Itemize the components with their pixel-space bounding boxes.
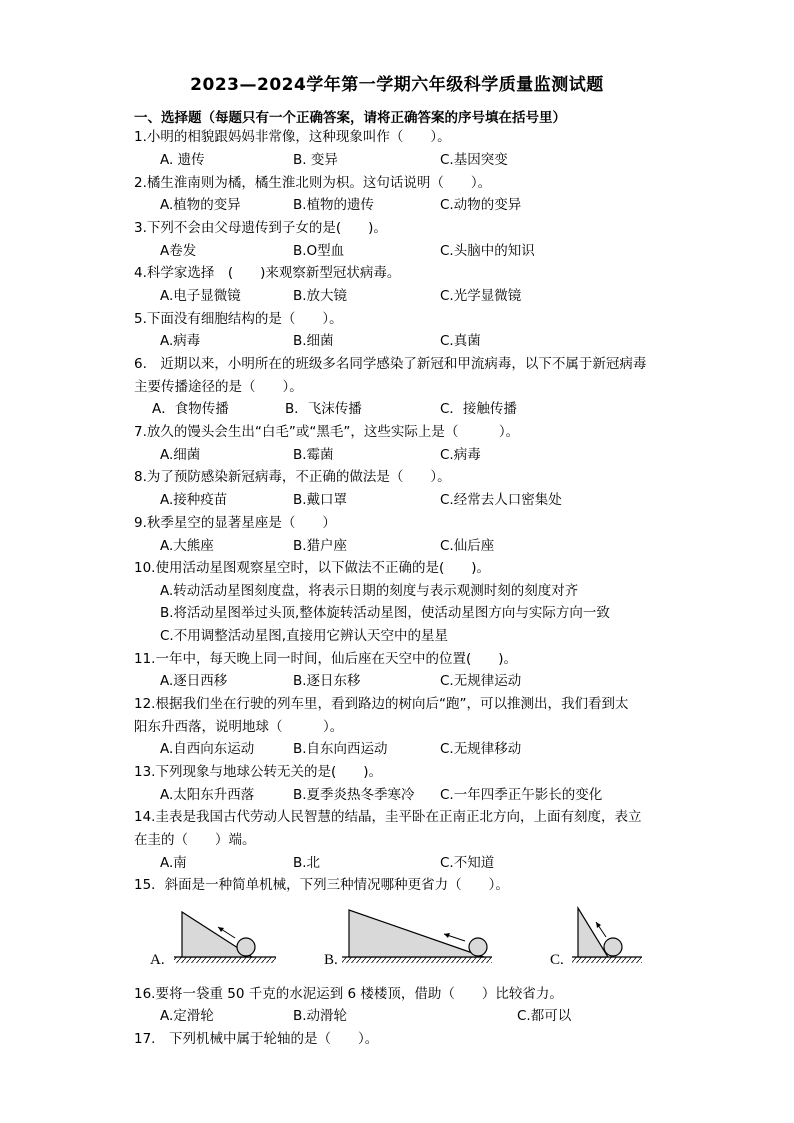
label-a: A. <box>150 952 165 968</box>
question-6-cont: 主要传播途径的是（ ）。 <box>134 379 303 395</box>
option-b: B.北 <box>293 855 321 871</box>
question-5: 5.下面没有细胞结构的是（ ）。 <box>134 311 343 327</box>
option-b: B．飞沫传播 <box>285 401 362 417</box>
option-b: B.细菌 <box>293 333 334 349</box>
question-2: 2.橘生淮南则为橘，橘生淮北则为枳。这句话说明（ ）。 <box>134 175 492 191</box>
option-a: A.大熊座 <box>160 538 214 554</box>
option-a: A.转动活动星图刻度盘，将表示日期的刻度与表示观测时刻的刻度对齐 <box>160 583 579 599</box>
option-b: B.夏季炎热冬季寒冷 <box>293 787 415 803</box>
question-13: 13.下列现象与地球公转无关的是( )。 <box>134 764 383 780</box>
option-c: C.头脑中的知识 <box>440 243 535 259</box>
option-b: B.放大镜 <box>293 288 348 304</box>
label-b: B. <box>324 952 338 968</box>
page-title: 2023—2024学年第一学期六年级科学质量监测试题 <box>190 75 604 95</box>
option-a: A.自西向东运动 <box>160 741 255 757</box>
option-c: C.都可以 <box>517 1008 572 1024</box>
question-6: 6. 近期以来，小明所在的班级多名同学感染了新冠和甲流病毒，以下不属于新冠病毒 <box>134 356 647 372</box>
option-a: A.细菌 <box>160 447 201 463</box>
option-c: C．接触传播 <box>440 401 517 417</box>
option-c: C.不知道 <box>440 855 495 871</box>
section-heading: 一、选择题（每题只有一个正确答案，请将正确答案的序号填在括号里） <box>134 110 566 126</box>
question-10: 10.使用活动星图观察星空时，以下做法不正确的是( )。 <box>134 560 491 576</box>
option-a: A卷发 <box>160 243 197 259</box>
option-c: C.动物的变异 <box>440 197 522 213</box>
question-7: 7.放久的馒头会生出“白毛”或“黑毛”，这些实际上是（ ）。 <box>134 424 520 440</box>
option-b: B. 变异 <box>293 152 338 168</box>
question-17: 17. 下列机械中属于轮轴的是（ ）。 <box>134 1031 379 1047</box>
option-c: C.病毒 <box>440 447 481 463</box>
option-c: C.无规律移动 <box>440 741 522 757</box>
question-4: 4.科学家选择 ( )来观察新型冠状病毒。 <box>134 265 401 281</box>
option-b: B.O型血 <box>293 243 345 259</box>
option-b: B.逐日东移 <box>293 673 361 689</box>
option-c: C.光学显微镜 <box>440 288 522 304</box>
option-a: A.逐日西移 <box>160 673 228 689</box>
option-c: C.经常去人口密集处 <box>440 492 562 508</box>
incline-figure <box>134 900 654 975</box>
label-c: C. <box>550 952 564 968</box>
option-b: B.自东向西运动 <box>293 741 388 757</box>
question-15: 15．斜面是一种简单机械，下列三种情况哪种更省力（ ）。 <box>134 877 509 893</box>
question-12: 12.根据我们坐在行驶的列车里，看到路边的树向后“跑”，可以推测出，我们看到太 <box>134 696 629 712</box>
question-11: 11.一年中，每天晚上同一时间，仙后座在天空中的位置( )。 <box>134 651 518 667</box>
option-a: A.太阳东升西落 <box>160 787 255 803</box>
question-9: 9.秋季星空的显著星座是（ ） <box>134 515 336 531</box>
question-14-cont: 在圭的（ ）端。 <box>134 832 256 848</box>
question-14: 14.圭表是我国古代劳动人民智慧的结晶，圭平卧在正南正北方向，上面有刻度，表立 <box>134 809 642 825</box>
option-c: C.基因突变 <box>440 152 508 168</box>
option-a: A.病毒 <box>160 333 201 349</box>
question-1: 1.小明的相貌跟妈妈非常像，这种现象叫作（ ）。 <box>134 129 451 145</box>
option-a: A.定滑轮 <box>160 1008 214 1024</box>
option-c: C.真菌 <box>440 333 481 349</box>
question-8: 8.为了预防感染新冠病毒，不正确的做法是（ ）。 <box>134 469 451 485</box>
option-c: C.一年四季正午影长的变化 <box>440 787 603 803</box>
question-3: 3.下列不会由父母遗传到子女的是( )。 <box>134 220 387 236</box>
option-a: A.电子显微镜 <box>160 288 241 304</box>
option-a: A．食物传播 <box>152 401 229 417</box>
incline-a <box>174 912 276 963</box>
option-a: A. 遗传 <box>160 152 205 168</box>
option-a: A.南 <box>160 855 187 871</box>
question-12-cont: 阳东升西落，说明地球（ ）。 <box>134 719 344 735</box>
option-a: A.接种疫苗 <box>160 492 228 508</box>
question-16: 16.要将一袋重 50 千克的水泥运到 6 楼楼顶，借助（ ）比较省力。 <box>134 986 563 1002</box>
option-b: B.猎户座 <box>293 538 348 554</box>
option-b: B.将活动星图举过头顶,整体旋转活动星图，使活动星图方向与实际方向一致 <box>160 605 610 621</box>
option-c: C.无规律运动 <box>440 673 522 689</box>
incline-diagrams <box>134 900 654 975</box>
option-c: C.不用调整活动星图,直接用它辨认天空中的星星 <box>160 628 449 644</box>
option-b: B.戴口罩 <box>293 492 348 508</box>
incline-b <box>342 910 492 963</box>
option-b: B.霉菌 <box>293 447 334 463</box>
option-b: B.动滑轮 <box>293 1008 348 1024</box>
option-c: C.仙后座 <box>440 538 495 554</box>
option-a: A.植物的变异 <box>160 197 241 213</box>
incline-c <box>572 908 642 963</box>
option-b: B.植物的遗传 <box>293 197 375 213</box>
